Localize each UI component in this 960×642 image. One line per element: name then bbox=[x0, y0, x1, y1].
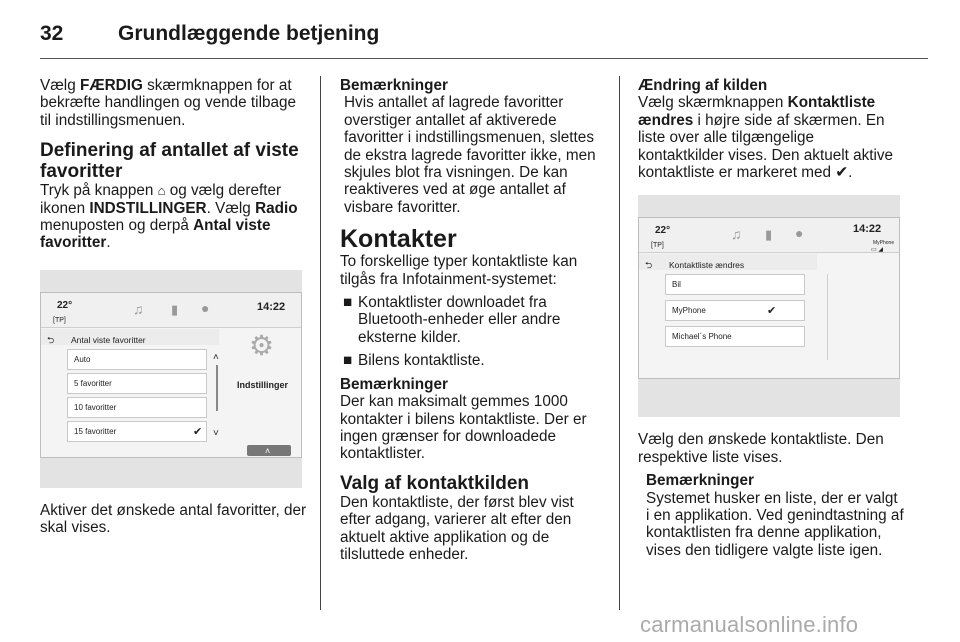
note-text-1: Hvis antallet af lagrede favoritter overstiger antallet af aktiverede favoritter i indstillingsmenuen, slettes de ekstra lagrede favoritter ikke, men skjules blot fra visningen. De kan reaktiveres ved at øge antallet af visbare favoritter. bbox=[344, 94, 596, 216]
after-screenshot-text: Aktiver det ønskede antal favoritter, der skal vises. bbox=[40, 501, 307, 537]
section-heading-favorites: Definering af antallet af viste favoritter bbox=[40, 140, 299, 183]
option-5[interactable]: 5 favoritter bbox=[67, 373, 207, 394]
scroll-down-icon[interactable]: ˅ bbox=[213, 427, 219, 439]
text: menuposten og derpå bbox=[40, 217, 194, 235]
option-10[interactable]: 10 favoritter bbox=[67, 397, 207, 418]
radio-keyword: Radio bbox=[255, 199, 298, 217]
section-heading-contacts: Kontakter bbox=[340, 225, 457, 254]
scrollbar[interactable] bbox=[216, 365, 218, 411]
note-title-3: Bemærkninger bbox=[646, 472, 754, 490]
home-icon: ⌂ bbox=[157, 183, 166, 199]
bullet-marker: ■ bbox=[343, 294, 353, 312]
clock: 14:22 bbox=[853, 223, 882, 236]
watermark bbox=[640, 612, 956, 638]
infotainment-display bbox=[40, 292, 302, 458]
status-bar bbox=[41, 293, 301, 328]
page-header bbox=[40, 14, 930, 60]
option-15[interactable]: 15 favoritter bbox=[67, 421, 207, 442]
note-text-3: Systemet husker en liste, der er valgt i en applikation. Ved genindtastning af kontaktlisten fra denne applikation, vises den tidligere valgte liste igen. bbox=[646, 489, 904, 559]
screen-title-bar bbox=[41, 329, 219, 345]
temperature: 22° bbox=[57, 299, 73, 311]
checkmark-icon: ✔ bbox=[193, 425, 203, 438]
text: Vælg skærmknappen bbox=[638, 94, 788, 112]
after-screenshot-text: Vælg den ønskede kontaktliste. Den respektive liste vises. bbox=[638, 431, 884, 466]
contacts-intro: To forskellige typer kontaktliste kan tilgås fra Infotainment-systemet: bbox=[340, 253, 578, 288]
favorites-screenshot bbox=[40, 270, 302, 488]
source-paragraph: Den kontaktliste, der først blev vist efter adgang, varierer alt efter den aktuelt aktive applikation og de tilsluttede enheder. bbox=[340, 493, 574, 563]
contact-list-myphone[interactable]: MyPhone bbox=[665, 300, 805, 321]
bullet-1 bbox=[340, 294, 606, 346]
option-auto[interactable]: Auto bbox=[67, 349, 207, 370]
screen-title: Antal viste favoritter bbox=[71, 334, 146, 345]
scroll-up-icon[interactable]: ˄ bbox=[213, 351, 219, 363]
intro-paragraph bbox=[40, 77, 308, 129]
note-text-2: Der kan maksimalt gemmes 1000 kontakter i bilens kontaktliste. Der er ingen grænser for downloadede kontaktlister. bbox=[340, 393, 587, 463]
section-heading-source: Valg af kontaktkilden bbox=[340, 472, 529, 494]
screen-title-bar bbox=[639, 254, 817, 270]
screen-title: Kontaktliste ændres bbox=[669, 260, 745, 271]
note-title-1: Bemærkninger bbox=[340, 77, 448, 94]
settings-keyword: INDSTILLINGER bbox=[89, 199, 207, 217]
temperature: 22° bbox=[655, 225, 671, 237]
collapse-button[interactable] bbox=[247, 445, 291, 456]
connected-device: MyPhone bbox=[873, 240, 895, 247]
back-icon[interactable]: ⮌ bbox=[47, 334, 55, 345]
text: . bbox=[106, 234, 111, 252]
text: og vælg derefter ikonen bbox=[40, 182, 282, 217]
note-title-2: Bemærkninger bbox=[340, 375, 448, 393]
bullet-text: Kontaktlister downloadet fra Bluetooth-enheder eller andre eksterne kilder. bbox=[358, 294, 561, 346]
page-title: Grundlæggende betjening bbox=[118, 22, 380, 45]
header-rule bbox=[40, 58, 928, 59]
clock: 14:22 bbox=[257, 300, 286, 313]
change-source-paragraph bbox=[638, 94, 904, 181]
checkmark-icon: ✔ bbox=[835, 164, 849, 182]
intro-text: Vælg bbox=[40, 77, 80, 94]
favorites-keyword: Antal viste favoritter bbox=[40, 217, 271, 252]
nav-icon[interactable]: ● bbox=[795, 225, 804, 242]
bullet-text: Bilens kontaktliste. bbox=[358, 352, 485, 370]
column-divider-1 bbox=[320, 76, 321, 610]
column-divider-2 bbox=[619, 76, 620, 610]
status-bar bbox=[639, 218, 899, 253]
checkmark-icon: ✔ bbox=[767, 305, 777, 318]
infotainment-display bbox=[638, 217, 900, 379]
tp-indicator: [TP] bbox=[53, 316, 66, 324]
text: . Vælg bbox=[206, 199, 256, 217]
column-1 bbox=[40, 77, 308, 537]
music-icon[interactable]: ♫ bbox=[731, 226, 742, 243]
chevron-up-icon: ˄ bbox=[265, 445, 271, 456]
scroll-track bbox=[827, 274, 828, 360]
contact-list-car[interactable]: Bil bbox=[665, 274, 805, 295]
settings-label[interactable]: Indstillinger bbox=[237, 379, 289, 390]
favorites-instructions bbox=[40, 182, 308, 252]
intro-text-rest: skærmknappen for at bekræfte handlingen og vende tilbage til indstillingsmenuen. bbox=[40, 77, 296, 129]
phone-icon[interactable]: ▮ bbox=[765, 227, 773, 243]
contacts-screenshot bbox=[638, 195, 900, 417]
tp-indicator: [TP] bbox=[651, 242, 664, 250]
column-2 bbox=[340, 77, 606, 563]
battery-icon: ▭ ◢ bbox=[871, 247, 883, 254]
contact-list-michael[interactable]: Michael´s Phone bbox=[665, 326, 805, 347]
gear-icon[interactable]: ⚙ bbox=[249, 329, 275, 361]
nav-icon[interactable]: ● bbox=[201, 299, 210, 316]
phone-icon[interactable]: ▮ bbox=[171, 301, 179, 317]
change-list-keyword: Kontaktliste ændres bbox=[638, 94, 876, 129]
page-number: 32 bbox=[40, 22, 64, 45]
section-heading-change-source: Ændring af kilden bbox=[638, 77, 768, 94]
music-icon[interactable]: ♫ bbox=[133, 300, 144, 317]
bullet-marker: ■ bbox=[343, 352, 353, 370]
column-3 bbox=[638, 77, 904, 559]
bullet-2 bbox=[340, 352, 606, 369]
text: . bbox=[848, 164, 853, 182]
done-keyword: FÆRDIG bbox=[79, 77, 143, 94]
back-icon[interactable]: ⮌ bbox=[645, 260, 653, 271]
watermark-text: carmanualsonline.info bbox=[640, 612, 859, 637]
text: Tryk på knappen bbox=[40, 182, 158, 200]
text: i højre side af skærmen. En liste over alle tilgængelige kontaktkilder vises. Den aktuelt aktive kontaktliste er markeret med bbox=[638, 111, 894, 182]
